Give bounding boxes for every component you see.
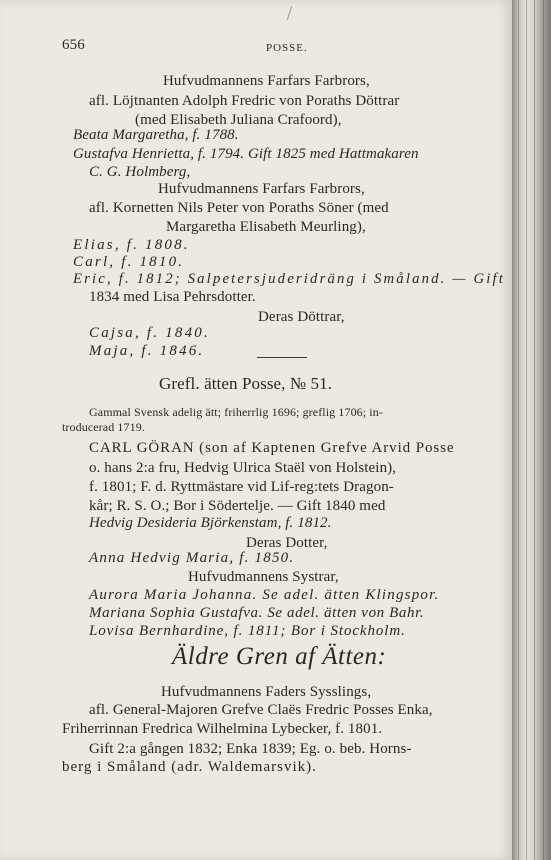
text-line: (med Elisabeth Juliana Crafoord), — [135, 112, 342, 128]
text-line: Anna Hedvig Maria, f. 1850. — [89, 550, 295, 566]
text-line: 1834 med Lisa Pehrsdotter. — [89, 289, 256, 305]
text-line: Beata Margaretha, f. 1788. — [73, 127, 239, 143]
running-title: POSSE. — [266, 42, 308, 54]
text-line: berg i Småland (adr. Waldemarsvik). — [62, 759, 317, 775]
text-line: Elias, f. 1808. — [73, 237, 190, 253]
text-line: Deras Döttrar, — [258, 309, 345, 325]
text-line: Mariana Sophia Gustafva. Se adel. ätten von Bahr. — [89, 605, 425, 621]
text-line: Hufvudmannens Systrar, — [188, 569, 339, 585]
text-line: Margaretha Elisabeth Meurling), — [166, 219, 366, 235]
text-line: afl. General-Majoren Grefve Claës Fredric Posses Enka, — [89, 702, 433, 718]
text-line: f. 1801; F. d. Ryttmästare vid Lif-reg:tets Dragon- — [89, 479, 394, 495]
text-line: Eric, f. 1812; Salpetersjuderidräng i Småland. — Gift — [73, 271, 506, 287]
text-line: Lovisa Bernhardine, f. 1811; Bor i Stockholm. — [89, 623, 406, 639]
section-divider — [257, 357, 307, 358]
text-line: Carl, f. 1810. — [73, 254, 185, 270]
text-line: Maja, f. 1846. — [89, 343, 205, 359]
text-line: troducerad 1719. — [62, 420, 145, 434]
page-number: 656 — [62, 37, 85, 53]
text-line: Gustafva Henrietta, f. 1794. Gift 1825 med Hattmakaren — [73, 146, 419, 162]
text-line: afl. Kornetten Nils Peter von Poraths Söner (med — [89, 200, 389, 216]
text-line: Friherrinnan Fredrica Wilhelmina Lybecker, f. 1801. — [62, 721, 383, 737]
text-line: Hufvudmannens Farfars Farbrors, — [158, 181, 365, 197]
text-line: Hufvudmannens Faders Sysslings, — [161, 684, 372, 700]
text-line: Gift 2:a gången 1832; Enka 1839; Eg. o. beb. Horns- — [89, 741, 412, 757]
text-line: CARL GÖRAN (son af Kaptenen Grefve Arvid Posse — [89, 440, 455, 456]
page-edge-stack — [512, 0, 551, 860]
pencil-mark — [287, 6, 292, 20]
text-line: Gammal Svensk adelig ätt; friherrlig 1696; greflig 1706; in- — [89, 405, 383, 419]
branch-heading: Äldre Gren af Ätten: — [172, 643, 387, 670]
text-line: C. G. Holmberg, — [89, 164, 191, 180]
text-line: Cajsa, f. 1840. — [89, 325, 210, 341]
text-line: kår; R. S. O.; Bor i Södertelje. — Gift 1840 med — [89, 498, 386, 514]
text-line: Hedvig Desideria Björkenstam, f. 1812. — [89, 515, 332, 531]
text-line: Deras Dotter, — [246, 535, 328, 551]
section-heading: Grefl. ätten Posse, № 51. — [159, 374, 333, 393]
text-line: afl. Löjtnanten Adolph Fredric von Poraths Döttrar — [89, 93, 400, 109]
text-line: Hufvudmannens Farfars Farbrors, — [163, 73, 370, 89]
text-line: Aurora Maria Johanna. Se adel. ätten Klingspor. — [89, 587, 440, 603]
text-line: o. hans 2:a fru, Hedvig Ulrica Staël von Holstein), — [89, 460, 397, 476]
